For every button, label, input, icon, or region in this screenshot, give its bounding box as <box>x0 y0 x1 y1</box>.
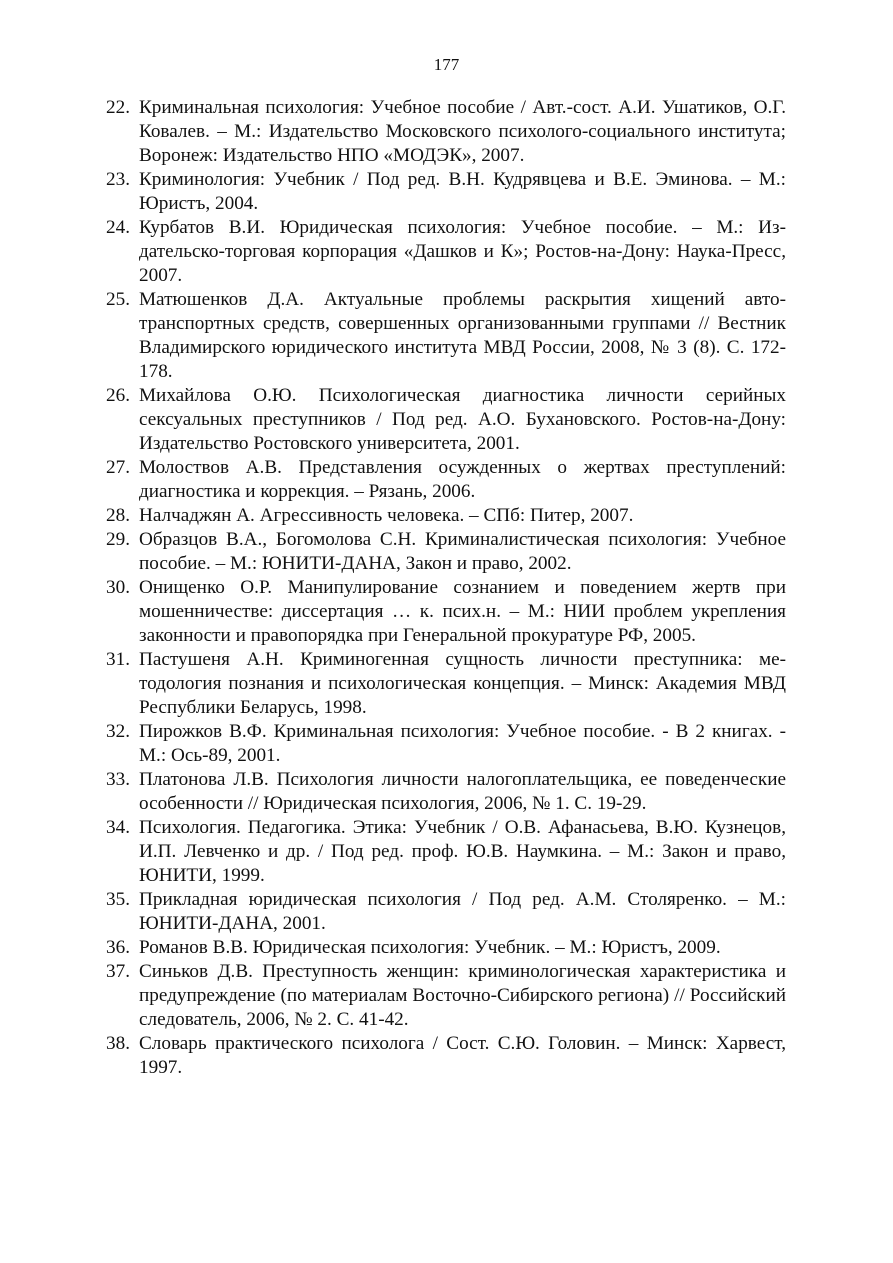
reference-text: Налчаджян А. Агрессивность человека. – СПб: Питер, 2007. <box>139 505 634 526</box>
list-item <box>106 216 786 288</box>
reference-text: Курбатов В.И. Юридическая психология: Учебное пособие. – М.: Издательско-торговая корпорация «Дашков и К»; Ростов-на-Дону: Наука-Пресс, 2007. <box>139 217 786 286</box>
page-number: 177 <box>433 55 460 74</box>
reference-number: 24. <box>106 217 130 238</box>
list-item <box>106 768 786 816</box>
reference-number: 35. <box>106 889 130 910</box>
list-item <box>106 936 786 960</box>
reference-number: 36. <box>106 937 130 958</box>
reference-text: Пирожков В.Ф. Криминальная психология: Учебное пособие. - В 2 книгах. - М.: Ось-89, 2001. <box>139 721 786 766</box>
reference-number: 25. <box>106 289 130 310</box>
list-item <box>106 504 786 528</box>
list-item <box>106 288 786 384</box>
reference-text: Матюшенков Д.А. Актуальные проблемы раскрытия хищений автотранспортных средств, совершенных организованными группами // Вестник Владимирского юридического института МВД России, 2008, № 3 (8). С. 172-178. <box>139 289 786 382</box>
reference-text: Прикладная юридическая психология / Под ред. А.М. Столяренко. – М.: ЮНИТИ-ДАНА, 2001. <box>139 889 786 934</box>
reference-text: Психология. Педагогика. Этика: Учебник / О.В. Афанасьева, В.Ю. Кузнецов, И.П. Левченко и др. / Под ред. проф. Ю.В. Наумкина. – М.: Закон и право, ЮНИТИ, 1999. <box>139 817 786 886</box>
list-item <box>106 96 786 168</box>
reference-list <box>106 96 786 1080</box>
reference-number: 28. <box>106 505 130 526</box>
reference-number: 31. <box>106 649 130 670</box>
reference-number: 38. <box>106 1033 130 1054</box>
list-item <box>106 1032 786 1080</box>
reference-text: Романов В.В. Юридическая психология: Учебник. – М.: Юристъ, 2009. <box>139 937 721 958</box>
reference-text: Образцов В.А., Богомолова С.Н. Криминалистическая психология: Учебное пособие. – М.: ЮНИТИ-ДАНА, Закон и право, 2002. <box>139 529 786 574</box>
reference-text: Криминология: Учебник / Под ред. В.Н. Кудрявцева и В.Е. Эминова. – М.: Юристъ, 2004. <box>139 169 786 214</box>
reference-number: 34. <box>106 817 130 838</box>
reference-text: Криминальная психология: Учебное пособие / Авт.-сост. А.И. Ушатиков, О.Г. Ковалев. – М.: Издательство Московского психолого-социального института; Воронеж: Издательство НПО «МОДЭК», 2007. <box>139 97 786 166</box>
reference-text: Синьков Д.В. Преступность женщин: криминологическая характеристика и предупреждение (по материалам Восточно-Сибирского региона) // Российский следователь, 2006, № 2. С. 41-42. <box>139 961 786 1030</box>
reference-number: 26. <box>106 385 130 406</box>
reference-text: Платонова Л.В. Психология личности налогоплательщика, ее поведенческие особенности // Юридическая психология, 2006, № 1. С. 19-29. <box>139 769 786 814</box>
list-item <box>106 720 786 768</box>
reference-number: 32. <box>106 721 130 742</box>
list-item <box>106 816 786 888</box>
list-item <box>106 384 786 456</box>
reference-number: 30. <box>106 577 130 598</box>
reference-text: Онищенко О.Р. Манипулирование сознанием и поведением жертв при мошенничестве: диссертация … к. псих.н. – М.: НИИ проблем укрепления законности и правопорядка при Генеральной прокуратуре РФ, 2005. <box>139 577 786 646</box>
list-item <box>106 576 786 648</box>
reference-text: Словарь практического психолога / Сост. С.Ю. Головин. – Минск: Харвест, 1997. <box>139 1033 786 1078</box>
reference-text: Молоствов А.В. Представления осужденных о жертвах преступлений: диагностика и коррекция. – Рязань, 2006. <box>139 457 786 502</box>
reference-number: 22. <box>106 97 130 118</box>
list-item <box>106 168 786 216</box>
list-item <box>106 648 786 720</box>
list-item <box>106 960 786 1032</box>
reference-number: 27. <box>106 457 130 478</box>
reference-number: 23. <box>106 169 130 190</box>
list-item <box>106 528 786 576</box>
reference-number: 37. <box>106 961 130 982</box>
reference-number: 33. <box>106 769 130 790</box>
reference-text: Пастушеня А.Н. Криминогенная сущность личности преступника: методология познания и психологическая концепция. – Минск: Академия МВД Республики Беларусь, 1998. <box>139 649 786 718</box>
reference-text: Михайлова О.Ю. Психологическая диагностика личности серийных сексуальных преступников / Под ред. А.О. Бухановского. Ростов-на-Дону: Издательство Ростовского университета, 2001. <box>139 385 786 454</box>
list-item <box>106 888 786 936</box>
reference-number: 29. <box>106 529 130 550</box>
list-item <box>106 456 786 504</box>
